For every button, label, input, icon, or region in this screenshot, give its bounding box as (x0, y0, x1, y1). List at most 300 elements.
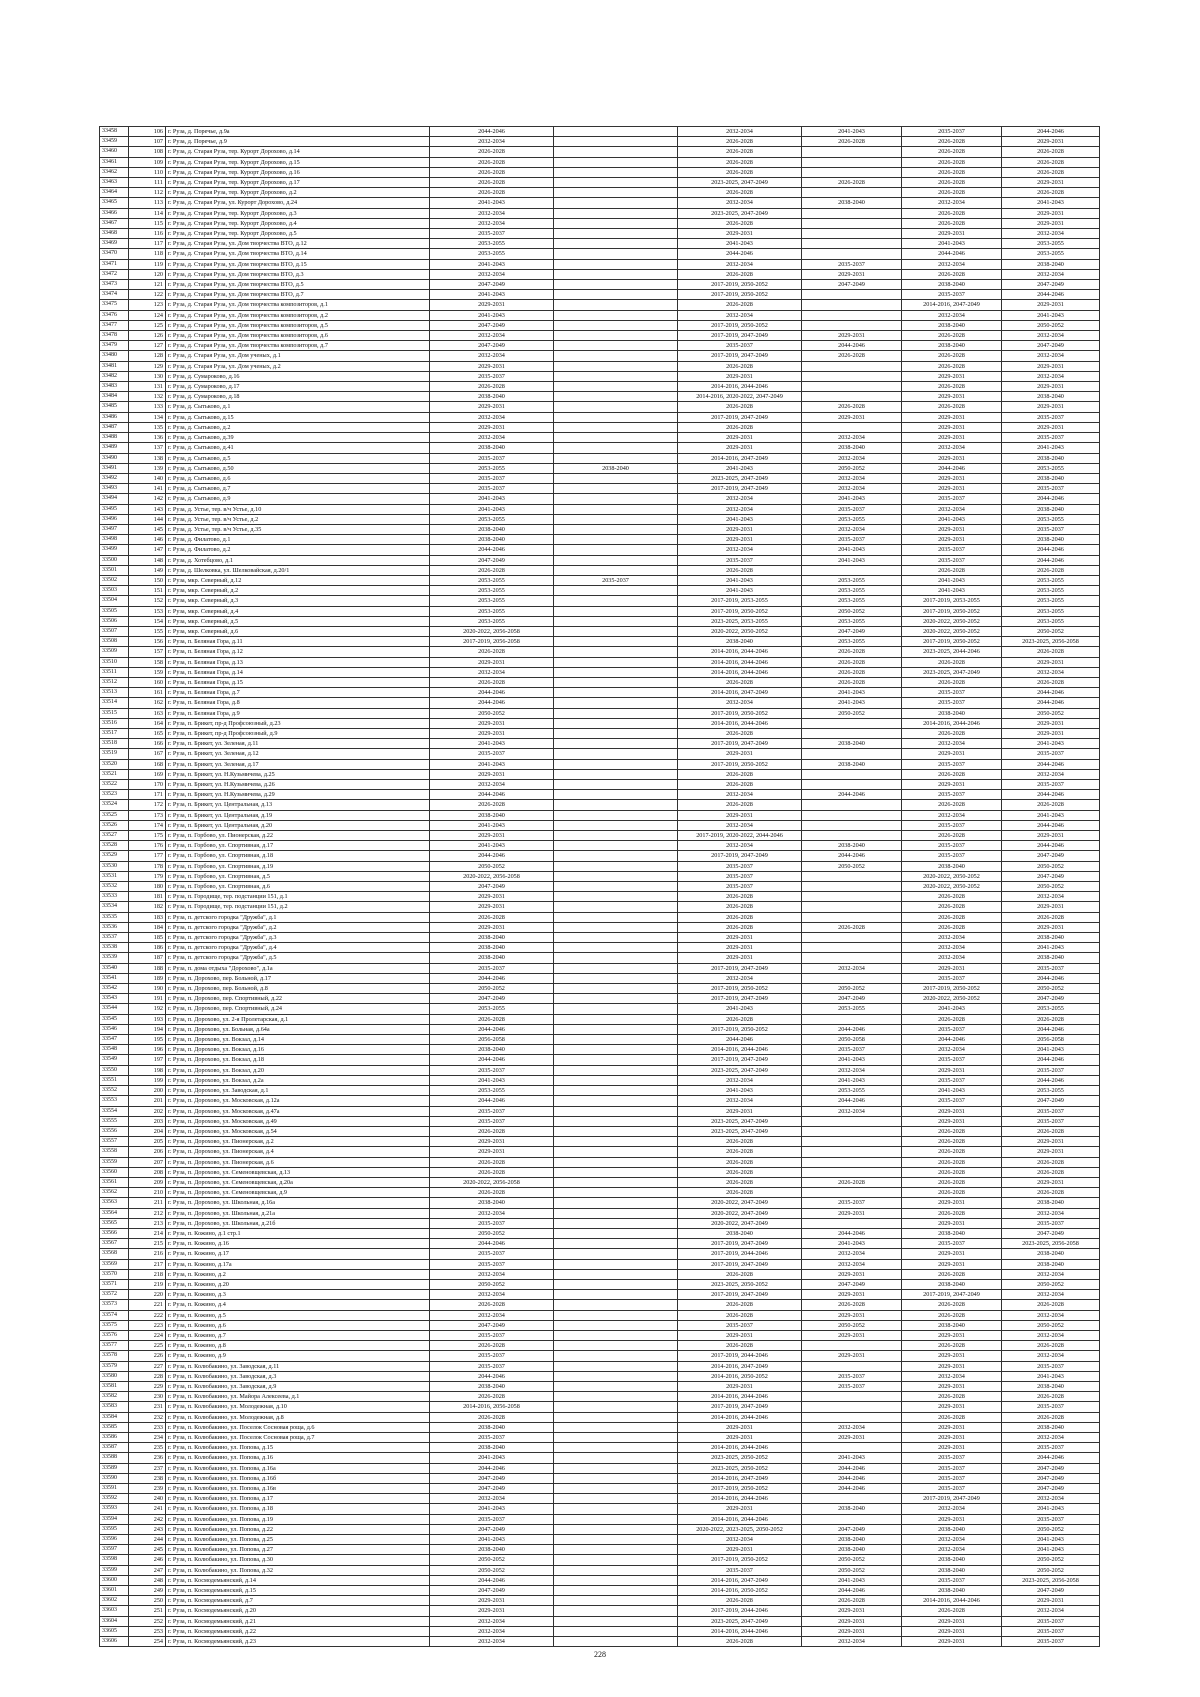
cell-period-a: 2032-2034 (430, 208, 554, 218)
table-row (100, 1157, 1100, 1167)
cell-period-e: 2038-2040 (902, 280, 1002, 290)
cell-address: г. Руза, д. Сумароково, д.18 (166, 392, 430, 402)
cell-period-e: 2026-2028 (902, 269, 1002, 279)
table-row (100, 218, 1100, 228)
cell-period-e: 2041-2043 (902, 586, 1002, 596)
cell-period-c: 2023-2025, 2050-2052 (678, 1453, 802, 1463)
cell-row-number: 161 (129, 688, 166, 698)
cell-period-f: 2032-2034 (1002, 1290, 1100, 1300)
cell-period-c: 2029-2031 (678, 371, 802, 381)
cell-period-e: 2029-2031 (902, 371, 1002, 381)
cell-period-d (802, 167, 902, 177)
table-row (100, 137, 1100, 147)
cell-address: г. Руза, п. Дорохово, ул. Семеновщевская, д.13 (166, 1167, 430, 1177)
cell-period-b (554, 657, 678, 667)
cell-period-c: 2029-2031 (678, 229, 802, 239)
cell-address: г. Руза, д. Старая Руза, ул. Дом творчества композиторов, д.2 (166, 310, 430, 320)
cell-period-a: 2038-2040 (430, 943, 554, 953)
cell-period-d: 2041-2043 (802, 1239, 902, 1249)
cell-period-e: 2026-2028 (902, 361, 1002, 371)
cell-period-d: 2032-2034 (802, 1249, 902, 1259)
cell-period-b (554, 1484, 678, 1494)
cell-row-number: 139 (129, 463, 166, 473)
cell-row-id: 33530 (100, 861, 129, 871)
cell-period-a: 2038-2040 (430, 1198, 554, 1208)
cell-period-d (802, 1137, 902, 1147)
cell-row-number: 165 (129, 728, 166, 738)
cell-row-number: 121 (129, 280, 166, 290)
table-row (100, 545, 1100, 555)
cell-period-e: 2029-2031 (902, 392, 1002, 402)
cell-period-a: 2026-2028 (430, 1014, 554, 1024)
cell-period-a: 2050-2052 (430, 1228, 554, 1238)
cell-address: г. Руза, д. Старая Руза, ул. Дом ученых, д.2 (166, 361, 430, 371)
cell-period-b (554, 341, 678, 351)
cell-period-b (554, 1055, 678, 1065)
table-row (100, 1535, 1100, 1545)
cell-period-a: 2026-2028 (430, 1167, 554, 1177)
cell-period-c: 2026-2028 (678, 300, 802, 310)
cell-period-a: 2029-2031 (430, 902, 554, 912)
cell-address: г. Руза, д. Сытьково, д.9 (166, 494, 430, 504)
cell-row-number: 171 (129, 790, 166, 800)
cell-period-f: 2038-2040 (1002, 259, 1100, 269)
cell-period-e: 2035-2037 (902, 1463, 1002, 1473)
cell-period-f: 2026-2028 (1002, 1392, 1100, 1402)
cell-period-b (554, 157, 678, 167)
cell-period-d: 2035-2037 (802, 1045, 902, 1055)
cell-period-c: 2029-2031 (678, 1504, 802, 1514)
cell-row-number: 243 (129, 1524, 166, 1534)
cell-period-c: 2026-2028 (678, 1188, 802, 1198)
cell-row-number: 146 (129, 535, 166, 545)
cell-period-f: 2041-2043 (1002, 1504, 1100, 1514)
cell-row-id: 33566 (100, 1228, 129, 1238)
cell-period-e: 2026-2028 (902, 1310, 1002, 1320)
cell-period-e: 2032-2034 (902, 443, 1002, 453)
cell-period-c: 2014-2016, 2044-2046 (678, 1412, 802, 1422)
cell-period-e: 2038-2040 (902, 341, 1002, 351)
cell-period-d: 2032-2034 (802, 1259, 902, 1269)
cell-row-number: 195 (129, 1035, 166, 1045)
cell-row-number: 155 (129, 626, 166, 636)
cell-period-f: 2044-2046 (1002, 127, 1100, 137)
cell-row-id: 33542 (100, 984, 129, 994)
table-row (100, 300, 1100, 310)
cell-period-f: 2056-2058 (1002, 1035, 1100, 1045)
table-row (100, 1392, 1100, 1402)
cell-row-id: 33483 (100, 382, 129, 392)
cell-row-number: 200 (129, 1086, 166, 1096)
cell-address: г. Руза, п. Колюбакино, ул. Попова, д.25 (166, 1535, 430, 1545)
cell-period-d (802, 392, 902, 402)
cell-period-e: 2032-2034 (902, 198, 1002, 208)
cell-period-c: 2026-2028 (678, 902, 802, 912)
cell-period-d: 2026-2028 (802, 402, 902, 412)
cell-period-e: 2029-2031 (902, 453, 1002, 463)
cell-period-f: 2041-2043 (1002, 943, 1100, 953)
cell-row-id: 33515 (100, 708, 129, 718)
cell-period-d (802, 1014, 902, 1024)
cell-period-d: 2029-2031 (802, 1310, 902, 1320)
cell-row-id: 33562 (100, 1188, 129, 1198)
cell-period-c: 2032-2034 (678, 259, 802, 269)
cell-period-e: 2035-2037 (902, 790, 1002, 800)
cell-period-a: 2053-2055 (430, 586, 554, 596)
cell-row-number: 246 (129, 1555, 166, 1565)
cell-period-e: 2026-2028 (902, 922, 1002, 932)
cell-address: г. Руза, п. Дорохово, ул. Пионерская, д.2 (166, 1137, 430, 1147)
cell-period-b (554, 1116, 678, 1126)
cell-period-a: 2032-2034 (430, 412, 554, 422)
cell-period-b (554, 1228, 678, 1238)
table-row (100, 1259, 1100, 1269)
cell-period-f: 2026-2028 (1002, 1126, 1100, 1136)
cell-period-c: 2026-2028 (678, 1147, 802, 1157)
cell-period-a: 2026-2028 (430, 1126, 554, 1136)
cell-period-b (554, 1300, 678, 1310)
table-row (100, 422, 1100, 432)
table-row (100, 290, 1100, 300)
table-row (100, 1300, 1100, 1310)
cell-row-id: 33579 (100, 1361, 129, 1371)
cell-period-f: 2035-2037 (1002, 1065, 1100, 1075)
cell-address: г. Руза, п. Кожино, д.6 (166, 1320, 430, 1330)
cell-address: г. Руза, п. Дорохово, ул. Заводская, д.1 (166, 1086, 430, 1096)
cell-row-number: 247 (129, 1565, 166, 1575)
table-row (100, 922, 1100, 932)
table-row (100, 524, 1100, 534)
cell-period-d: 2029-2031 (802, 1616, 902, 1626)
cell-period-b (554, 1208, 678, 1218)
cell-period-a: 2053-2055 (430, 1004, 554, 1014)
cell-period-d (802, 1188, 902, 1198)
table-row (100, 851, 1100, 861)
cell-period-b (554, 198, 678, 208)
cell-row-id: 33582 (100, 1392, 129, 1402)
cell-period-b (554, 688, 678, 698)
cell-period-d (802, 943, 902, 953)
cell-row-id: 33529 (100, 851, 129, 861)
cell-period-e: 2026-2028 (902, 351, 1002, 361)
cell-period-c: 2029-2031 (678, 933, 802, 943)
cell-period-b (554, 1249, 678, 1259)
cell-period-d (802, 208, 902, 218)
cell-period-b (554, 1463, 678, 1473)
cell-row-id: 33510 (100, 657, 129, 667)
cell-period-f: 2026-2028 (1002, 147, 1100, 157)
cell-period-f: 2035-2037 (1002, 412, 1100, 422)
cell-period-d (802, 310, 902, 320)
cell-address: г. Руза, п. Колюбакино, ул. Попова, д.17 (166, 1494, 430, 1504)
cell-row-number: 194 (129, 1024, 166, 1034)
cell-address: г. Руза, п. Космодемьянский, д.7 (166, 1596, 430, 1606)
cell-period-b (554, 1024, 678, 1034)
cell-period-d (802, 973, 902, 983)
cell-period-f: 2035-2037 (1002, 1106, 1100, 1116)
cell-period-c: 2023-2025, 2047-2049 (678, 1616, 802, 1626)
cell-period-c: 2026-2028 (678, 1596, 802, 1606)
cell-period-f: 2029-2031 (1002, 1177, 1100, 1187)
cell-period-e: 2038-2040 (902, 708, 1002, 718)
cell-row-id: 33532 (100, 882, 129, 892)
table-row (100, 178, 1100, 188)
cell-address: г. Руза, д. Старая Руза, ул. Курорт Дорохово, д.24 (166, 198, 430, 208)
cell-period-c: 2017-2019, 2050-2052 (678, 606, 802, 616)
cell-period-a: 2035-2037 (430, 1514, 554, 1524)
cell-address: г. Руза, п. Кожино, д.20 (166, 1279, 430, 1289)
cell-period-d: 2026-2028 (802, 1177, 902, 1187)
cell-row-number: 169 (129, 769, 166, 779)
cell-period-f: 2044-2046 (1002, 688, 1100, 698)
cell-period-a: 2050-2052 (430, 1565, 554, 1575)
cell-period-b (554, 249, 678, 259)
cell-period-e: 2029-2031 (902, 229, 1002, 239)
cell-period-a: 2041-2043 (430, 259, 554, 269)
cell-period-c: 2026-2028 (678, 167, 802, 177)
cell-period-a: 2053-2055 (430, 616, 554, 626)
cell-period-a: 2035-2037 (430, 749, 554, 759)
cell-row-number: 141 (129, 484, 166, 494)
cell-period-e: 2026-2028 (902, 382, 1002, 392)
cell-row-number: 186 (129, 943, 166, 953)
cell-row-id: 33538 (100, 943, 129, 953)
table-row (100, 739, 1100, 749)
cell-row-id: 33475 (100, 300, 129, 310)
cell-row-id: 33523 (100, 790, 129, 800)
cell-period-f: 2038-2040 (1002, 453, 1100, 463)
table-row (100, 1514, 1100, 1524)
cell-address: г. Руза, п. детского городка "Дружба", д.3 (166, 933, 430, 943)
cell-row-id: 33517 (100, 728, 129, 738)
cell-period-a: 2047-2049 (430, 1524, 554, 1534)
cell-period-a: 2050-2052 (430, 1555, 554, 1565)
cell-period-b (554, 1086, 678, 1096)
cell-row-number: 160 (129, 677, 166, 687)
cell-period-a: 2032-2034 (430, 1494, 554, 1504)
cell-period-a: 2032-2034 (430, 137, 554, 147)
cell-period-c: 2026-2028 (678, 1341, 802, 1351)
cell-period-c: 2026-2028 (678, 137, 802, 147)
cell-period-f: 2044-2046 (1002, 1024, 1100, 1034)
cell-address: г. Руза, д. Старая Руза, тер. Курорт Дорохово, д.3 (166, 208, 430, 218)
cell-row-id: 33471 (100, 259, 129, 269)
cell-address: г. Руза, д. Старая Руза, ул. Дом ученых, д.1 (166, 351, 430, 361)
cell-period-f: 2053-2055 (1002, 1086, 1100, 1096)
cell-row-number: 158 (129, 657, 166, 667)
cell-row-number: 204 (129, 1126, 166, 1136)
cell-period-d: 2032-2034 (802, 963, 902, 973)
cell-row-id: 33593 (100, 1504, 129, 1514)
cell-period-a: 2032-2034 (430, 433, 554, 443)
table-row (100, 1637, 1100, 1647)
cell-period-b (554, 218, 678, 228)
cell-row-id: 33594 (100, 1514, 129, 1524)
table-row (100, 1371, 1100, 1381)
cell-period-a: 2047-2049 (430, 1484, 554, 1494)
table-row (100, 943, 1100, 953)
table-row (100, 1045, 1100, 1055)
cell-row-number: 162 (129, 698, 166, 708)
cell-address: г. Руза, д. Хотебцово, д.1 (166, 555, 430, 565)
cell-address: г. Руза, п. Дорохово, пер. Больной, д.8 (166, 984, 430, 994)
cell-period-c: 2026-2028 (678, 1014, 802, 1024)
table-row (100, 1147, 1100, 1157)
cell-period-f: 2023-2025, 2056-2058 (1002, 1239, 1100, 1249)
cell-period-e: 2026-2028 (902, 1392, 1002, 1402)
cell-period-c: 2029-2031 (678, 1330, 802, 1340)
cell-address: г. Руза, п. Брикет, ул. Зеленая, д.12 (166, 749, 430, 759)
cell-period-e: 2029-2031 (902, 535, 1002, 545)
cell-period-a: 2029-2031 (430, 300, 554, 310)
cell-row-number: 156 (129, 637, 166, 647)
cell-period-b (554, 1565, 678, 1575)
cell-address: г. Руза, мкр. Северный, д.2 (166, 586, 430, 596)
cell-row-number: 201 (129, 1096, 166, 1106)
cell-period-f: 2032-2034 (1002, 1310, 1100, 1320)
cell-period-a: 2032-2034 (430, 667, 554, 677)
cell-period-b (554, 749, 678, 759)
cell-period-f: 2029-2031 (1002, 922, 1100, 932)
cell-period-e: 2026-2028 (902, 1269, 1002, 1279)
cell-address: г. Руза, п. Дорохово, ул. Вокзал, д.20 (166, 1065, 430, 1075)
cell-period-b (554, 1320, 678, 1330)
cell-period-c: 2014-2016, 2047-2049 (678, 453, 802, 463)
cell-period-a: 2032-2034 (430, 269, 554, 279)
cell-period-d (802, 300, 902, 310)
cell-row-number: 127 (129, 341, 166, 351)
cell-period-c: 2026-2028 (678, 1269, 802, 1279)
cell-row-id: 33578 (100, 1351, 129, 1361)
table-row (100, 504, 1100, 514)
cell-period-f: 2041-2043 (1002, 198, 1100, 208)
cell-period-e: 2044-2046 (902, 249, 1002, 259)
cell-period-a: 2047-2049 (430, 994, 554, 1004)
cell-period-f: 2029-2031 (1002, 208, 1100, 218)
cell-period-b (554, 1259, 678, 1269)
cell-period-f: 2029-2031 (1002, 422, 1100, 432)
cell-period-c: 2041-2043 (678, 239, 802, 249)
cell-period-f: 2032-2034 (1002, 1351, 1100, 1361)
cell-period-c: 2017-2019, 2047-2049 (678, 963, 802, 973)
cell-row-number: 119 (129, 259, 166, 269)
cell-period-e: 2038-2040 (902, 1555, 1002, 1565)
cell-address: г. Руза, п. Горбово, ул. Спортивная, д.18 (166, 851, 430, 861)
cell-period-e: 2044-2046 (902, 463, 1002, 473)
table-row (100, 320, 1100, 330)
cell-period-e: 2014-2016, 2044-2046 (902, 718, 1002, 728)
cell-period-e: 2038-2040 (902, 861, 1002, 871)
table-row (100, 912, 1100, 922)
cell-period-d: 2041-2043 (802, 494, 902, 504)
cell-row-id: 33583 (100, 1402, 129, 1412)
cell-period-c: 2029-2031 (678, 1381, 802, 1391)
cell-row-id: 33570 (100, 1269, 129, 1279)
cell-period-d: 2044-2046 (802, 1484, 902, 1494)
cell-period-f: 2035-2037 (1002, 749, 1100, 759)
cell-row-id: 33572 (100, 1290, 129, 1300)
cell-period-a: 2038-2040 (430, 392, 554, 402)
cell-period-d (802, 1116, 902, 1126)
table-row (100, 1422, 1100, 1432)
cell-address: г. Руза, мкр. Северный, д.12 (166, 575, 430, 585)
cell-period-d: 2038-2040 (802, 443, 902, 453)
cell-address: г. Руза, п. Колюбакино, ул. Молодежная, д.10 (166, 1402, 430, 1412)
cell-period-d: 2038-2040 (802, 1545, 902, 1555)
cell-row-id: 33498 (100, 535, 129, 545)
cell-address: г. Руза, п. Колюбакино, ул. Заводская, д.11 (166, 1361, 430, 1371)
cell-period-e: 2032-2034 (902, 943, 1002, 953)
cell-row-id: 33481 (100, 361, 129, 371)
cell-address: г. Руза, п. детского городка "Дружба", д.4 (166, 943, 430, 953)
cell-address: г. Руза, п. Колюбакино, ул. Молодежная, д.8 (166, 1412, 430, 1422)
cell-row-id: 33600 (100, 1575, 129, 1585)
cell-period-a: 2041-2043 (430, 841, 554, 851)
cell-row-id: 33493 (100, 484, 129, 494)
cell-address: г. Руза, п. Колюбакино, ул. Поселок Сосновая роща, д.7 (166, 1433, 430, 1443)
cell-row-number: 180 (129, 882, 166, 892)
cell-period-c: 2029-2031 (678, 1433, 802, 1443)
cell-row-id: 33511 (100, 667, 129, 677)
cell-period-f: 2026-2028 (1002, 167, 1100, 177)
cell-row-id: 33464 (100, 188, 129, 198)
cell-period-b (554, 984, 678, 994)
cell-period-f: 2047-2049 (1002, 1473, 1100, 1483)
table-row (100, 1402, 1100, 1412)
cell-address: г. Руза, п. Дорохово, ул. Вокзал, д.18 (166, 1055, 430, 1065)
cell-row-number: 202 (129, 1106, 166, 1116)
cell-row-id: 33476 (100, 310, 129, 320)
cell-period-d: 2032-2034 (802, 1637, 902, 1647)
cell-row-id: 33489 (100, 443, 129, 453)
cell-row-id: 33485 (100, 402, 129, 412)
cell-address: г. Руза, п. Дорохово, ул. Пионерская, д.6 (166, 1157, 430, 1167)
cell-period-d: 2041-2043 (802, 127, 902, 137)
table-row (100, 361, 1100, 371)
cell-address: г. Руза, д. Сытьково, д.7 (166, 484, 430, 494)
cell-row-number: 229 (129, 1381, 166, 1391)
cell-row-id: 33549 (100, 1055, 129, 1065)
cell-period-a: 2029-2031 (430, 1606, 554, 1616)
cell-period-e: 2026-2028 (902, 331, 1002, 341)
table-row (100, 698, 1100, 708)
cell-period-d (802, 892, 902, 902)
cell-period-f: 2050-2052 (1002, 882, 1100, 892)
cell-period-d (802, 780, 902, 790)
cell-period-c: 2014-2016, 2047-2049 (678, 688, 802, 698)
cell-period-c: 2026-2028 (678, 922, 802, 932)
cell-row-number: 181 (129, 892, 166, 902)
cell-period-f: 2032-2034 (1002, 892, 1100, 902)
cell-period-d: 2026-2028 (802, 351, 902, 361)
cell-period-e: 2041-2043 (902, 239, 1002, 249)
cell-row-id: 33467 (100, 218, 129, 228)
cell-address: г. Руза, п. Космодемьянский, д.15 (166, 1586, 430, 1596)
table-row (100, 1055, 1100, 1065)
table-row (100, 402, 1100, 412)
cell-period-a: 2041-2043 (430, 739, 554, 749)
cell-address: г. Руза, д. Старая Руза, тер. Курорт Дорохово, д.14 (166, 147, 430, 157)
cell-period-f: 2026-2028 (1002, 1412, 1100, 1422)
cell-address: г. Руза, п. Брикет, ул. Центральная, д.13 (166, 800, 430, 810)
cell-period-a: 2029-2031 (430, 361, 554, 371)
table-row (100, 331, 1100, 341)
cell-row-number: 214 (129, 1228, 166, 1238)
cell-period-c: 2029-2031 (678, 943, 802, 953)
cell-period-f: 2047-2049 (1002, 1484, 1100, 1494)
cell-period-e: 2035-2037 (902, 1473, 1002, 1483)
cell-period-f: 2023-2025, 2056-2058 (1002, 637, 1100, 647)
